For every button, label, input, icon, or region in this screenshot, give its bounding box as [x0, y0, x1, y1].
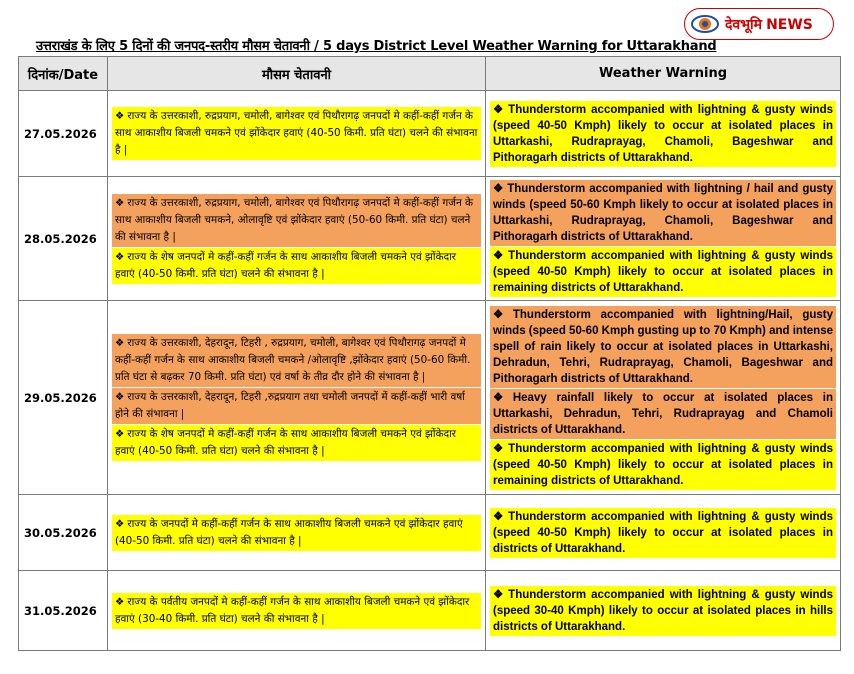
english-warning-cell — [486, 91, 841, 177]
hindi-warning-item — [112, 425, 481, 461]
row-date: 31.05.2026 — [19, 571, 108, 651]
table-body — [19, 91, 841, 651]
english-warning-text: Thunderstorm accompanied with lightning/Hail, gusty winds (speed 50-60 Kmph gusting up to 70 Kmph) and intense spell of rain likely to occur at isolated places in Uttarkashi, Dehradun, Tehri, Rudraprayag, Chamoli, Bageshwar and Pithoragarh districts of Uttarakhand. — [493, 308, 833, 385]
row-date: 27.05.2026 — [19, 91, 108, 177]
hindi-warning-item — [112, 248, 481, 284]
hindi-warning-text: राज्य के उत्तरकाशी, रुद्रप्रयाग, चमोली, बागेश्वर एवं पिथौरागढ़ जनपदों मे कहीं-कहीं गर्जन के साथ आकाशीय बिजली चमकने, ओलावृष्टि एवं झोंकेदार हवाएं (50-60 किमी. प्रति घंटा) चलने की संभावना है | — [115, 196, 473, 243]
hindi-warning-text: राज्य के जनपदों मे कहीं-कहीं गर्जन के साथ आकाशीय बिजली चमकने एवं झोंकेदार हवाएं (40-50 किमी. प्रति घंटा) चलने की संभावना है | — [115, 517, 463, 547]
hindi-warning-item — [112, 388, 481, 424]
table-row — [19, 495, 841, 571]
hindi-warning-text: राज्य के पर्वतीय जनपदों मे कहीं-कहीं गर्जन के साथ आकाशीय बिजली चमकने एवं झोंकेदार हवाएं (30-40 किमी. प्रति घंटा) चलने की संभावना है | — [115, 595, 470, 625]
english-warning-cell — [486, 495, 841, 571]
page-title: उत्तराखंड के लिए 5 दिनों की जनपद-स्तरीय मौसम चेतावनी / 5 days District Level Weather Warning for Uttarakhand — [36, 39, 717, 54]
diamond-bullet-icon: ❖ — [493, 103, 506, 116]
hindi-warning-text: राज्य के उत्तरकाशी, देहरादून, टिहरी ,रुद्रप्रयाग तथा चमोली जनपदों में कहीं-कहीं भारी वर्षा होने की संभावना | — [115, 391, 465, 420]
english-warning-text: Thunderstorm accompanied with lightning & gusty winds (speed 30-40 Kmph) likely to occur at isolated places in hills districts of Uttarakhand. — [493, 588, 833, 633]
hindi-warning-item — [112, 334, 481, 387]
diamond-bullet-icon: ❖ — [493, 510, 506, 523]
english-warning-text: Heavy rainfall likely to occur at isolated places in Uttarkashi, Dehradun, Tehri, Rudraprayag and Chamoli districts of Uttarakhand. — [493, 391, 833, 436]
header-english-warning: Weather Warning — [486, 57, 841, 91]
hindi-warning-item — [112, 194, 481, 247]
hindi-warning-text: राज्य के उत्तरकाशी, रुद्रप्रयाग, चमोली, बागेश्वर एवं पिथौरागढ़ जनपदों मे कहीं-कहीं गर्जन के साथ आकाशीय बिजली चमकने एवं झोंकेदार हवाएं (40-50 किमी. प्रति घंटा) चलने की संभावना है | — [115, 110, 478, 156]
english-warning-item — [490, 508, 836, 558]
logo-brand-hindi: देवभूमि — [725, 16, 763, 33]
english-warning-text: Thunderstorm accompanied with lightning & gusty winds (speed 40-50 Kmph) likely to occur at isolated places in remaining districts of Uttarakhand. — [493, 442, 833, 487]
diamond-bullet-icon: ❖ — [115, 517, 125, 530]
table-row — [19, 571, 841, 651]
hindi-warning-cell — [108, 571, 486, 651]
diamond-bullet-icon: ❖ — [493, 391, 510, 404]
diamond-bullet-icon: ❖ — [493, 588, 506, 601]
hindi-warning-text: राज्य के उत्तरकाशी, देहरादून, टिहरी , रुद्रप्रयाग, चमोली, बागेश्वर एवं पिथौरागढ़ जनपदों मे कहीं-कहीं गर्जन के साथ आकाशीय बिजली चमकने /ओलावृष्टि ,झोंकेदार हवाएं (50-60 किमी. प्रति घंटा से बढ़कर 70 किमी. प्रति घंटा) एवं वर्षा के तीव्र दौर होने की संभावना है | — [115, 337, 471, 383]
row-date: 28.05.2026 — [19, 177, 108, 301]
header-date: दिनांक/Date — [19, 57, 108, 91]
hindi-warning-item — [112, 107, 481, 160]
diamond-bullet-icon: ❖ — [493, 442, 506, 455]
table-row — [19, 177, 841, 301]
english-warning-item — [490, 389, 836, 439]
table-row — [19, 91, 841, 177]
eye-logo-icon — [691, 13, 719, 35]
hindi-warning-cell — [108, 91, 486, 177]
english-warning-item — [490, 101, 836, 167]
english-warning-cell — [486, 177, 841, 301]
diamond-bullet-icon: ❖ — [115, 337, 125, 349]
header-hindi-warning: मौसम चेतावनी — [108, 57, 486, 91]
english-warning-item — [490, 180, 836, 246]
diamond-bullet-icon: ❖ — [115, 250, 125, 263]
hindi-warning-text: राज्य के शेष जनपदों मे कहीं-कहीं गर्जन के साथ आकाशीय बिजली चमकने एवं झोंकेदार हवाएं (40-50 किमी. प्रति घंटा) चलने की संभावना है | — [115, 428, 457, 457]
diamond-bullet-icon: ❖ — [493, 250, 506, 262]
hindi-warning-cell — [108, 495, 486, 571]
english-warning-cell — [486, 571, 841, 651]
row-date: 29.05.2026 — [19, 301, 108, 495]
table-row — [19, 301, 841, 495]
table-header-row — [19, 57, 841, 91]
english-warning-item — [490, 586, 836, 636]
diamond-bullet-icon: ❖ — [115, 595, 125, 608]
hindi-warning-text: राज्य के शेष जनपदों मे कहीं-कहीं गर्जन के साथ आकाशीय बिजली चमकने एवं झोंकेदार हवाएं (40-50 किमी. प्रति घंटा) चलने की संभावना है | — [115, 250, 457, 280]
hindi-warning-cell — [108, 301, 486, 495]
english-warning-item — [490, 306, 836, 388]
row-date: 30.05.2026 — [19, 495, 108, 571]
english-warning-item — [490, 247, 836, 297]
diamond-bullet-icon: ❖ — [115, 391, 125, 403]
english-warning-text: Thunderstorm accompanied with lightning & gusty winds (speed 40-50 Kmph) likely to occur at isolated places in Uttarkashi, Rudraprayag, Chamoli, Bageshwar and Pithoragarh districts of Uttarakhand. — [493, 103, 833, 164]
hindi-warning-item — [112, 515, 481, 551]
english-warning-text: Thunderstorm accompanied with lightning & gusty winds (speed 40-50 Kmph) likely to occur at isolated places in districts of Uttarakhand. — [493, 510, 833, 555]
diamond-bullet-icon: ❖ — [115, 428, 125, 440]
english-warning-text: Thunderstorm accompanied with lightning / hail and gusty winds (speed 50-60 Kmph likely to occur at isolated places in Uttarkashi, Rudraprayag, Chamoli, Bageshwar and Pithoragarh districts of Uttarakhand. — [493, 183, 833, 243]
english-warning-text: Thunderstorm accompanied with lightning & gusty winds (speed 40-50 Kmph) likely to occur at isolated places in remaining districts of Uttarakhand. — [493, 250, 833, 294]
logo-text — [725, 15, 813, 34]
warning-table — [18, 56, 841, 651]
logo-brand-english: NEWS — [766, 16, 813, 33]
english-warning-cell — [486, 301, 841, 495]
diamond-bullet-icon: ❖ — [493, 183, 505, 195]
english-warning-item — [490, 440, 836, 490]
hindi-warning-item — [112, 593, 481, 629]
diamond-bullet-icon: ❖ — [115, 110, 125, 122]
hindi-warning-cell — [108, 177, 486, 301]
diamond-bullet-icon: ❖ — [115, 196, 125, 209]
diamond-bullet-icon: ❖ — [493, 308, 510, 321]
